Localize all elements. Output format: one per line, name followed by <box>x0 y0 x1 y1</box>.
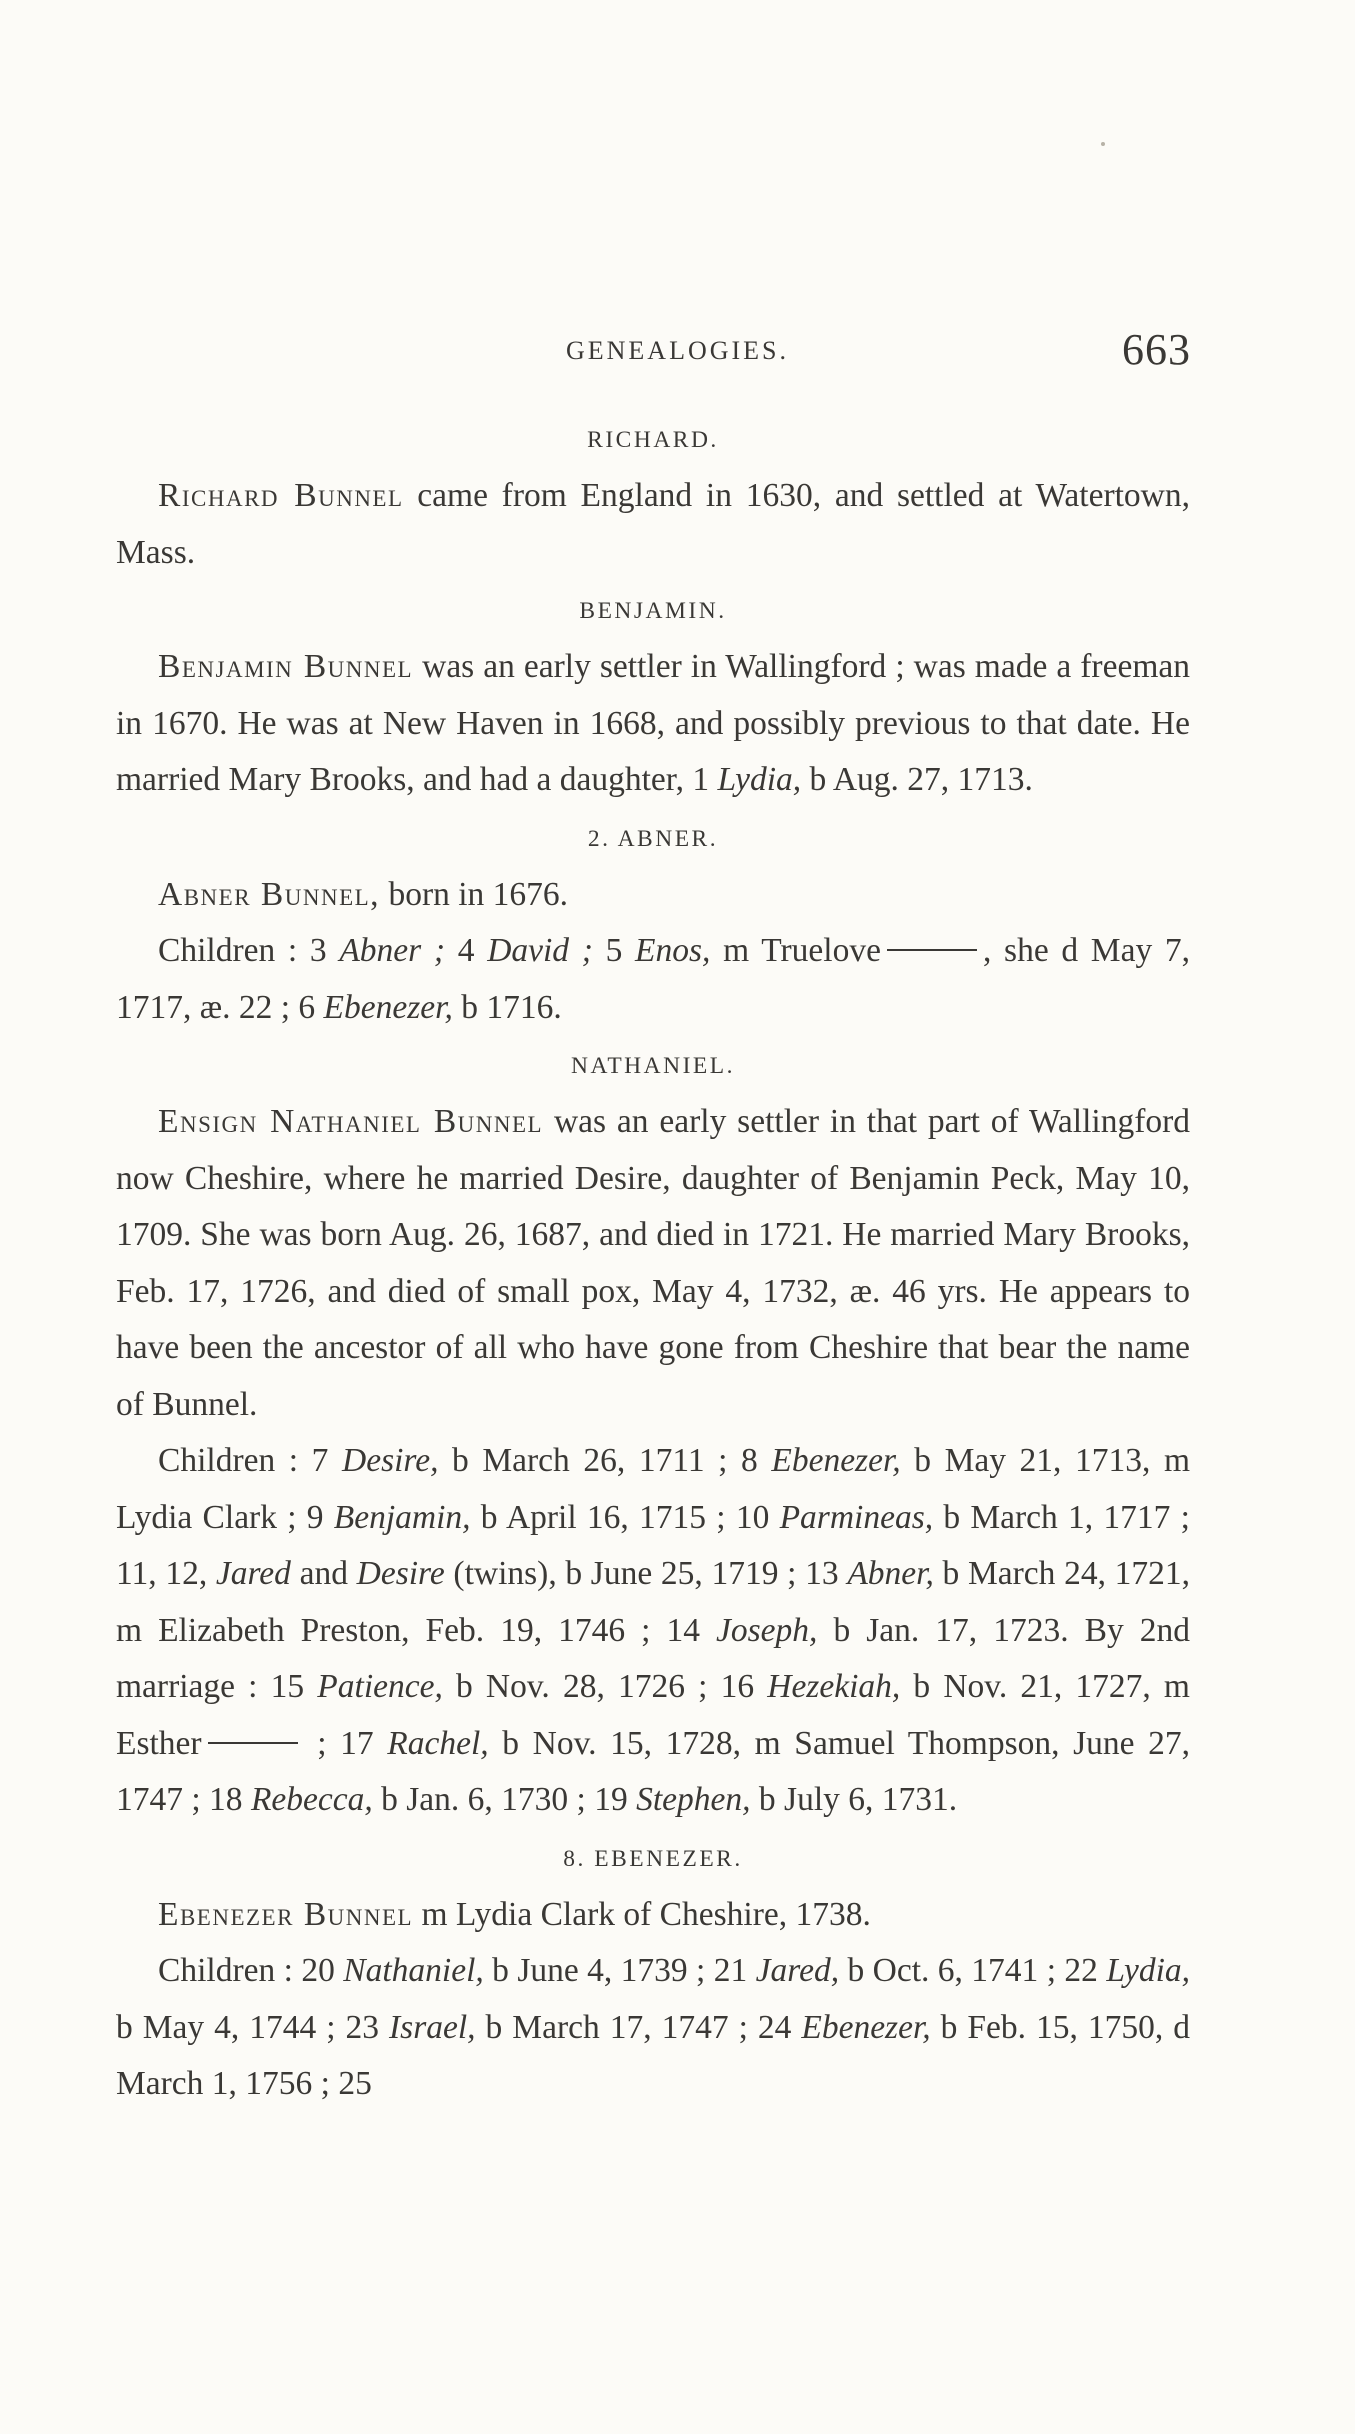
page-content <box>116 416 1190 2113</box>
paragraph-abner <box>116 867 1190 924</box>
paper-speck <box>1101 142 1105 146</box>
paragraph-text: came from England in 1630, and settled at Watertown, Mass. <box>116 477 1190 571</box>
child-name: Jared <box>215 1555 291 1592</box>
child-name: Jared, <box>755 1952 840 1989</box>
paragraph-richard <box>116 468 1190 581</box>
child-name: Ebenezer, <box>771 1442 901 1479</box>
child-name: Lydia, <box>717 761 802 798</box>
person-name: Ebenezer Bunnel <box>158 1895 414 1933</box>
children-list-nathaniel <box>116 1433 1190 1829</box>
list-text: b March 1, 1717 ; 11, 12, <box>116 1498 1190 1592</box>
section-heading-nathaniel: NATHANIEL. <box>570 1053 735 1079</box>
child-name: David ; <box>487 932 593 969</box>
section-heading-richard: RICHARD. <box>587 427 719 453</box>
person-name: Richard Bunnel <box>158 477 404 514</box>
list-text: b May 21, 1713, m Lydia Clark ; 9 <box>116 1442 1190 1536</box>
child-name: Israel, <box>389 2008 476 2046</box>
paragraph-nathaniel <box>116 1094 1190 1433</box>
list-text: b April 16, 1715 ; 10 <box>470 1498 780 1536</box>
child-name: Desire, <box>342 1442 439 1479</box>
list-text: b July 6, 1731. <box>750 1781 958 1818</box>
child-name: Hezekiah, <box>767 1668 901 1705</box>
child-name: Parmineas, <box>779 1498 934 1536</box>
running-head <box>0 325 1355 390</box>
paragraph-benjamin <box>116 639 1190 809</box>
person-name: Benjamin Bunnel <box>158 648 414 685</box>
child-name: Benjamin, <box>333 1498 471 1536</box>
child-name: Nathaniel, <box>343 1952 484 1989</box>
list-text: b June 4, 1739 ; 21 <box>483 1952 756 1989</box>
child-name: Enos, <box>635 932 711 969</box>
person-name: Ensign Nathaniel Bunnel <box>158 1103 544 1140</box>
paragraph-text: born in 1676. <box>380 875 569 913</box>
section-heading-abner: 2. ABNER. <box>587 825 719 852</box>
child-name: Ebenezer, <box>323 988 453 1026</box>
list-text: Children : 3 <box>158 932 340 969</box>
list-text: b Jan. 6, 1730 ; 19 <box>372 1781 637 1818</box>
children-list-ebenezer <box>116 1943 1190 2113</box>
section-heading-benjamin: BENJAMIN. <box>579 598 727 624</box>
child-name: Rachel, <box>387 1724 489 1762</box>
list-text: b Nov. 28, 1726 ; 16 <box>442 1668 768 1705</box>
list-text: b 1716. <box>452 988 562 1026</box>
list-text: b March 26, 1711 ; 8 <box>438 1442 772 1479</box>
person-name: Abner Bunnel, <box>158 875 381 913</box>
list-text: b Jan. 17, 1723. By 2nd marriage : 15 <box>116 1611 1191 1705</box>
list-text: 4 <box>445 932 488 969</box>
list-text: b Nov. 15, 1728, m Samuel Thompson, June 27, 1747 ; 18 <box>116 1724 1191 1818</box>
child-name: Patience, <box>317 1668 443 1705</box>
paragraph-text: b Aug. 27, 1713. <box>801 761 1033 798</box>
children-list-abner <box>116 923 1190 1036</box>
blank-dash <box>887 949 977 951</box>
child-name: Stephen, <box>636 1781 751 1818</box>
list-text: m Truelove <box>710 932 881 969</box>
child-name: Rebecca, <box>250 1781 373 1818</box>
list-text: b March 17, 1747 ; 24 <box>475 2008 802 2046</box>
child-name: Abner ; <box>339 932 446 969</box>
paragraph-text: m Lydia Clark of Cheshire, 1738. <box>413 1895 871 1933</box>
child-name: Ebenezer, <box>801 2008 931 2046</box>
child-name: Abner, <box>847 1555 934 1592</box>
list-text: Children : 20 <box>158 1952 344 1989</box>
list-text: 5 <box>592 932 636 969</box>
list-text: b May 4, 1744 ; 23 <box>116 2008 390 2046</box>
child-name: Desire <box>356 1555 445 1592</box>
child-name: Joseph, <box>716 1611 818 1649</box>
paragraph-ebenezer <box>116 1887 1190 1944</box>
list-text: (twins), b June 25, 1719 ; 13 <box>444 1555 848 1592</box>
page-number: 663 <box>1122 325 1191 374</box>
list-text: b March 24, 1721, m Elizabeth Preston, Feb. 19, 1746 ; 14 <box>116 1555 1190 1649</box>
list-text: b Oct. 6, 1741 ; 22 <box>839 1952 1107 1989</box>
paragraph-text: was an early settler in that part of Wallingford now Cheshire, where he married Desire, daughter of Benjamin Peck, May 10, 1709. She was born Aug. 26, 1687, and died in 1721. He married Mary Brooks, Feb. 17, 1726, and died of small pox, May 4, 1732, æ. 46 yrs. He appears to have been the ancestor of all who have gone from Cheshire that bear the name of Bunnel. <box>116 1103 1191 1423</box>
list-text: and <box>290 1555 357 1592</box>
child-name: Lydia, <box>1106 1952 1190 1989</box>
running-head-title: GENEALOGIES. <box>565 336 790 365</box>
list-text: ; 17 <box>303 1724 388 1762</box>
list-text: b Feb. 15, 1750, d March 1, 1756 ; 25 <box>116 2008 1190 2102</box>
list-text: , she d May 7, 1717, æ. 22 ; 6 <box>116 932 1191 1026</box>
list-text: Children : 7 <box>158 1442 343 1479</box>
section-heading-ebenezer: 8. EBENEZER. <box>563 1845 743 1872</box>
list-text: b Nov. 21, 1727, m Esther <box>116 1668 1190 1762</box>
blank-dash <box>208 1742 298 1744</box>
paragraph-text: was an early settler in Wallingford ; was made a freeman in 1670. He was at New Haven in 1668, and possibly previous to that date. He married Mary Brooks, and had a daughter, 1 <box>116 648 1190 798</box>
